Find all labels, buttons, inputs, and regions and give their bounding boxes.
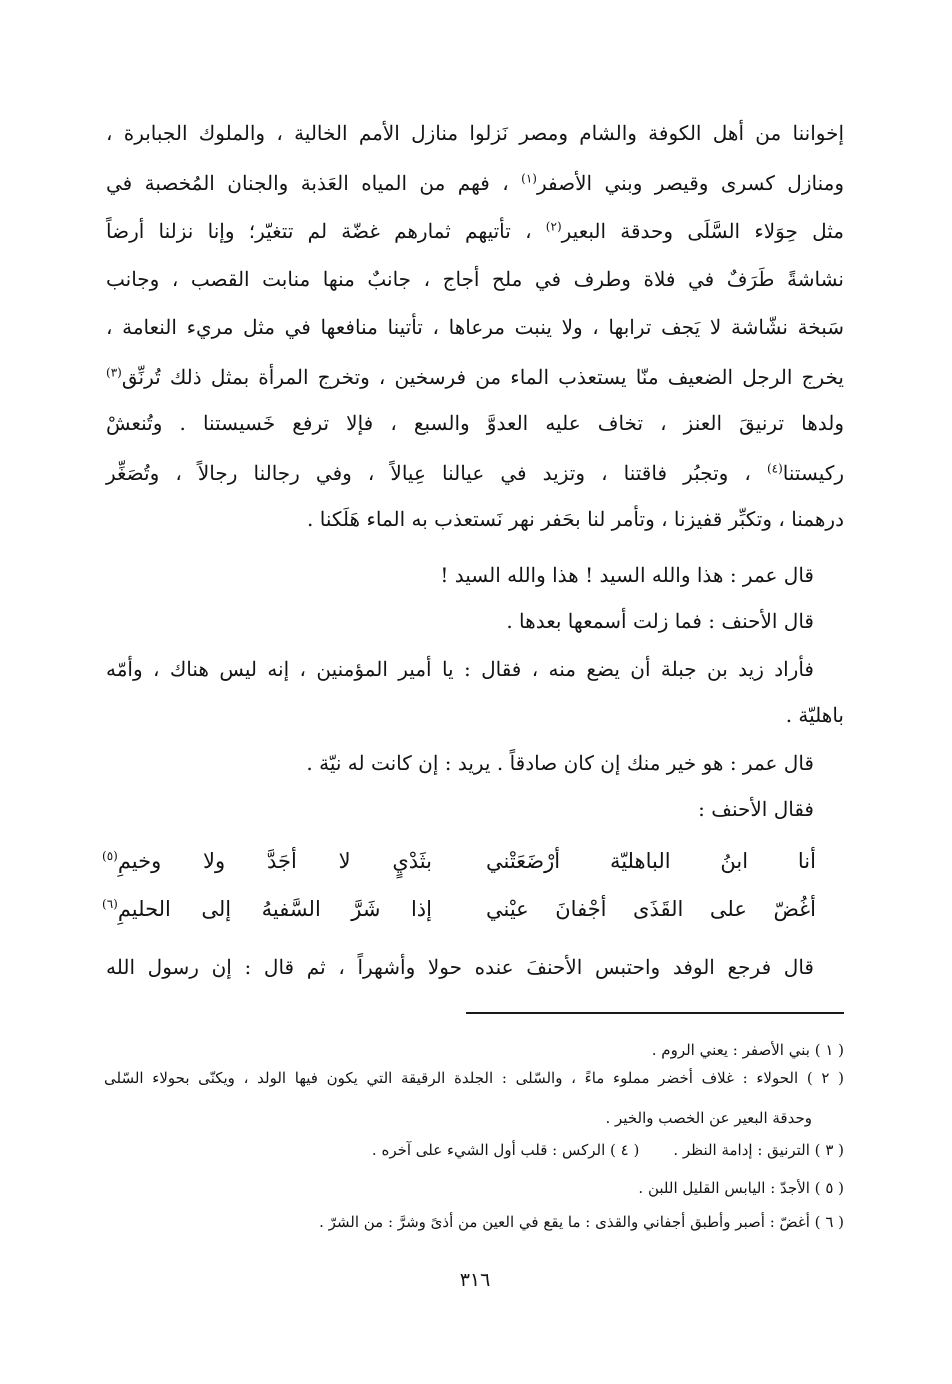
verse-1-second-hemistich — [102, 842, 432, 880]
body-line-8-part-b: ، وتجبُر فاقتنا ، وتزيد في عيالنا عِيالاً ، وفي رجالنا رجالاً ، وتُصَغِّر — [106, 461, 751, 485]
dialogue-line-6: فقال الأحنف : — [698, 797, 814, 821]
footnote-1: ( ١ ) بني الأصفر : يعني الروم . — [651, 1041, 844, 1059]
footnote-6: ( ٦ ) أغضّ : أصبر وأطبق أجفاني والقذى : ما يقع في العين من أذىً وشرَّ : من الشرّ . — [319, 1213, 844, 1231]
footnote-marker-5[interactable]: (٥) — [102, 849, 118, 863]
footnote-marker-6[interactable]: (٦) — [102, 897, 118, 911]
body-line-9: درهمنا ، وتكبِّر قفيزنا ، وتأمر لنا بحَفر نهر نَستعذب به الماء هَلَكنا . — [307, 507, 844, 531]
footnote-2-continued: وحدقة البعير عن الخصب والخير . — [605, 1109, 812, 1127]
footnote-marker-3[interactable]: (٣) — [106, 365, 122, 380]
verse-1-first-hemistich: أنا ابنُ الباهليّة أرْضَعَتْني — [486, 849, 816, 873]
closing-line: قال فرجع الوفد واحتبس الأحنفَ عنده حولا وأشهراً ، ثم قال : إن رسول الله — [106, 955, 814, 979]
body-line-6 — [106, 358, 844, 396]
footnote-3: ( ٣ ) الترنيق : إدامة النظر . — [673, 1141, 844, 1159]
footnote-divider — [466, 1012, 844, 1014]
body-line-8 — [106, 454, 844, 492]
body-line-2-part-a: ومنازل كسرى وقيصر وبني الأصفر — [536, 171, 844, 195]
verse-2-second-text: إذا شَرَّ السَّفيهُ إلى الحليمِ — [117, 897, 432, 921]
verse-2-second-hemistich — [102, 890, 432, 928]
verse-2-first-hemistich: أغُضّ على القَذَى أجْفانَ عيْني — [486, 897, 816, 921]
dialogue-line-1: قال عمر : هذا والله السيد ! هذا والله السيد ! — [440, 563, 814, 587]
body-line-4: نشاشةً طَرَفٌ في فلاة وطرف في ملح أجاج ، جانبٌ منها منابت القصب ، وجانب — [106, 267, 844, 291]
footnote-2: ( ٢ ) الحولاء : غلاف أخضر مملوء ماءً ، والسّلى : الجلدة الرقيقة التي يكون فيها الولد ، ويكنّى بحولاء السّلى — [104, 1069, 844, 1087]
body-line-3-part-a: مثل حِوَلاء السَّلَى وحدقة البعير — [561, 219, 844, 243]
body-line-2-part-b: ، فهم من المياه العَذبة والجنان المُخصبة في — [106, 171, 509, 195]
dialogue-line-3: فأراد زيد بن جبلة أن يضع منه ، فقال : يا أمير المؤمنين ، إنه ليس هناك ، وأمّه — [106, 657, 814, 681]
body-line-3-part-b: ، تأتيهم ثمارهم غضّة لم تتغيّر؛ وإنا نزلنا أرضاً — [106, 219, 532, 243]
dialogue-line-4: باهليّة . — [785, 703, 844, 727]
dialogue-line-2: قال الأحنف : فما زلت أسمعها بعدها . — [506, 609, 814, 633]
body-line-3 — [106, 212, 844, 250]
footnote-5: ( ٥ ) الأجدّ : اليابس القليل اللبن . — [638, 1179, 844, 1197]
body-line-8-part-a: ركيستنا — [782, 461, 845, 485]
page-number: ٣١٦ — [459, 1269, 491, 1291]
body-line-2 — [106, 164, 844, 202]
body-line-1: إخواننا من أهل الكوفة والشام ومصر نَزلوا منازل الأمم الخالية ، والملوك الجبابرة ، — [106, 121, 844, 145]
body-line-7: ولدها ترنيقَ العنز ، تخاف عليه العدوَّ والسبع ، فإلا ترفع خَسيستنا . وتُنعشْ — [106, 411, 844, 435]
footnote-marker-4[interactable]: (٤) — [766, 461, 783, 476]
body-line-5: سَبخة نشّاشة لا يَجف ترابها ، ولا ينبت مرعاها ، تأتينا منافعها في مثل مريء النعامة ، — [106, 315, 844, 339]
footnote-4: ( ٤ ) الركس : قلب أول الشيء على آخره . — [371, 1141, 640, 1159]
verse-1-second-text: بثَدْيٍ لا أجَدَّ ولا وخيمِ — [117, 849, 432, 873]
footnote-marker-1[interactable]: (١) — [521, 171, 537, 186]
body-line-6-text: يخرج الرجل الضعيف منّا يستعذب الماء من فرسخين ، وتخرج المرأة بمثل ذلك تُرنِّق — [121, 365, 844, 389]
footnote-marker-2[interactable]: (٢) — [545, 219, 562, 234]
dialogue-line-5: قال عمر : هو خير منك إن كان صادقاً . يريد : إن كانت له نيّة . — [306, 751, 814, 775]
footnotes-3-4 — [372, 1136, 844, 1164]
